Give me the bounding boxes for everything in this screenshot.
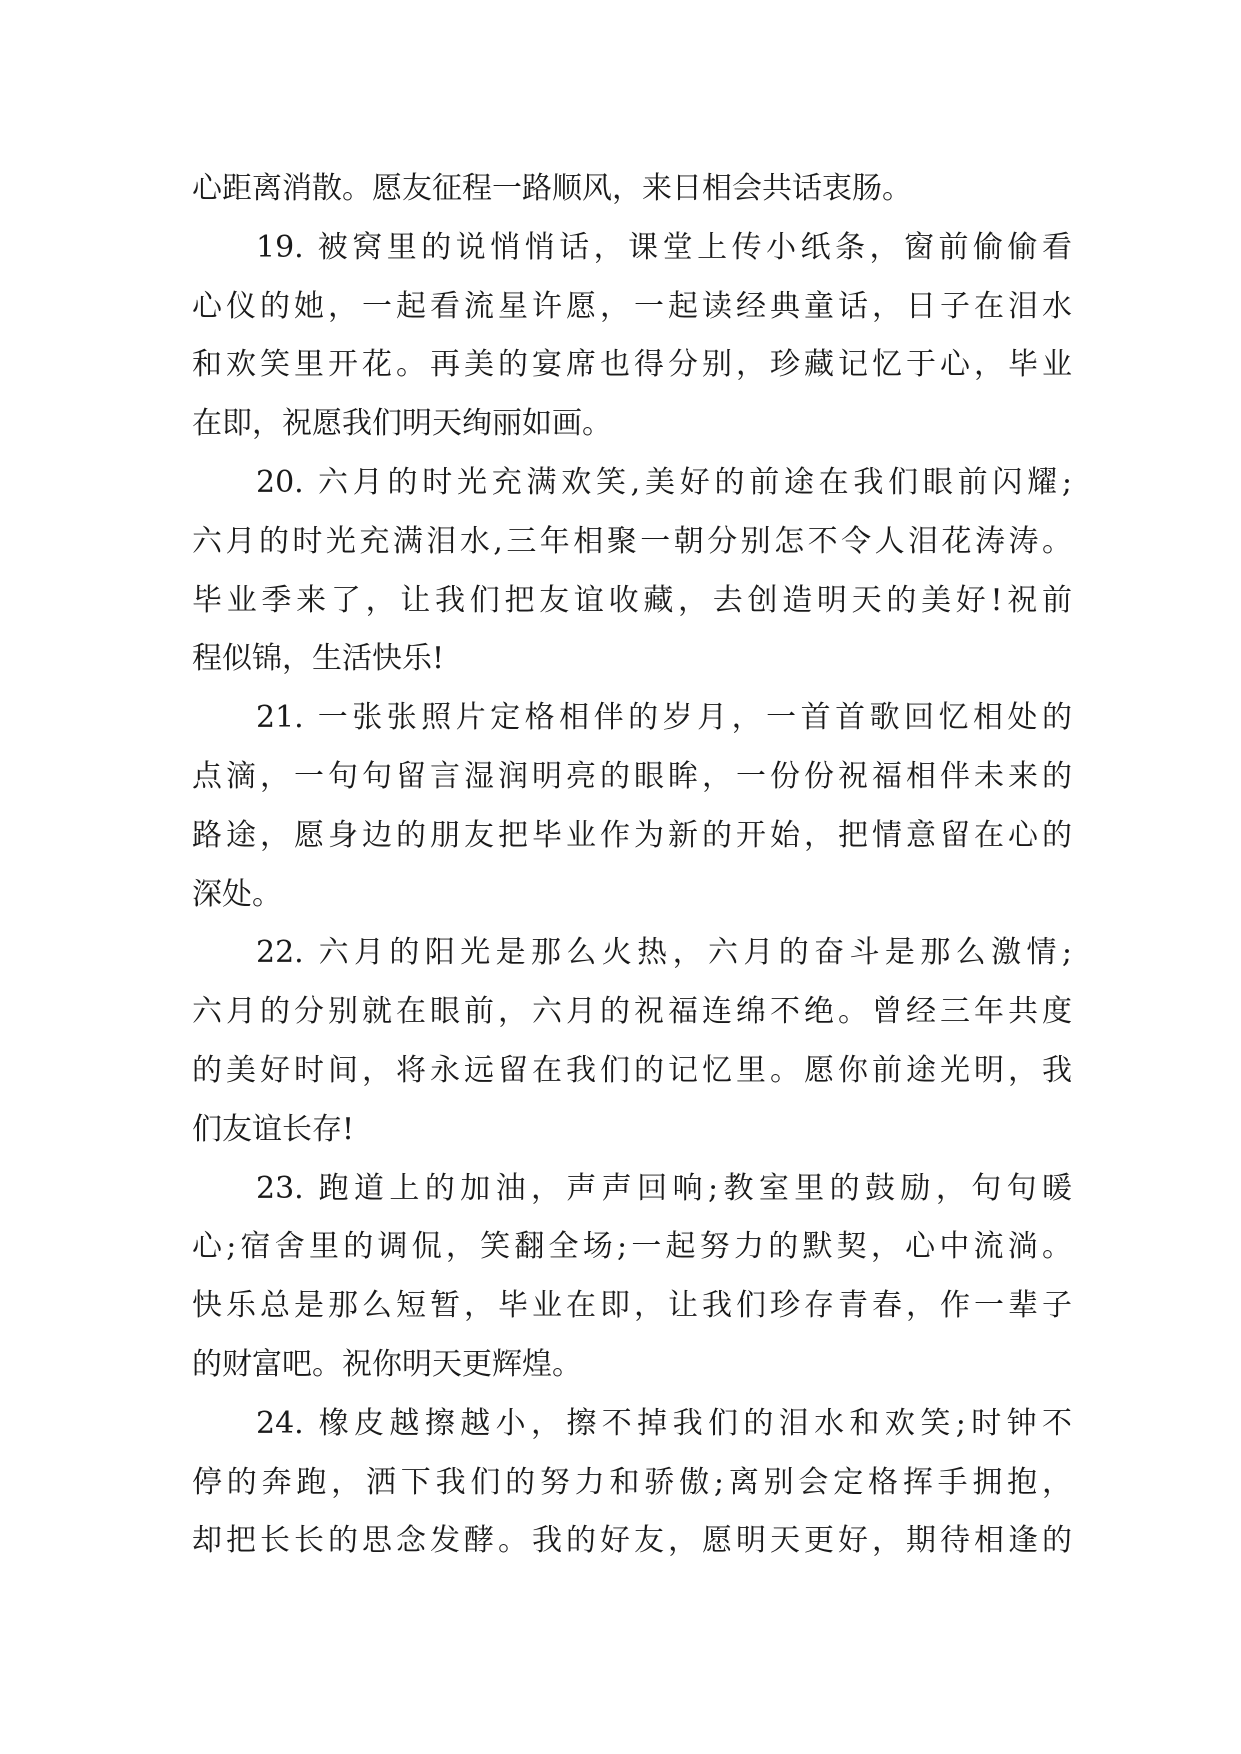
text-line: 深处。	[192, 876, 282, 912]
paragraph-19	[192, 219, 1072, 454]
text-line: 的美好时间，将永远留在我们的记忆里。愿你前途光明，我	[192, 1052, 1072, 1088]
paragraph-20	[192, 454, 1072, 689]
text-line: 六月的时光充满泪水,三年相聚一朝分别怎不令人泪花涛涛。	[192, 523, 1072, 559]
text-line: 21. 一张张照片定格相伴的岁月，一首首歌回忆相处的	[256, 700, 1072, 736]
paragraph-21	[192, 689, 1072, 924]
text-line: 19. 被窝里的说悄悄话，课堂上传小纸条，窗前偷偷看	[256, 229, 1072, 265]
text-line: 和欢笑里开花。再美的宴席也得分别，珍藏记忆于心，毕业	[192, 347, 1072, 383]
text-line: 心;宿舍里的调侃，笑翻全场;一起努力的默契，心中流淌。	[192, 1229, 1072, 1265]
text-line: 却把长长的思念发酵。我的好友，愿明天更好，期待相逢的	[192, 1523, 1072, 1559]
text-line: 路途，愿身边的朋友把毕业作为新的开始，把情意留在心的	[192, 817, 1072, 853]
paragraph-continuation	[192, 160, 1072, 219]
text-line: 心仪的她，一起看流星许愿，一起读经典童话，日子在泪水	[192, 288, 1072, 324]
text-line: 在即，祝愿我们明天绚丽如画。	[192, 406, 612, 442]
text-line: 快乐总是那么短暂，毕业在即，让我们珍存青春，作一辈子	[192, 1288, 1072, 1324]
text-line: 毕业季来了，让我们把友谊收藏，去创造明天的美好!祝前	[192, 582, 1072, 618]
text-line: 23. 跑道上的加油，声声回响;教室里的鼓励，句句暖	[256, 1170, 1072, 1206]
text-line: 24. 橡皮越擦越小，擦不掉我们的泪水和欢笑;时钟不	[256, 1405, 1072, 1441]
text-line: 22. 六月的阳光是那么火热，六月的奋斗是那么激情;	[256, 935, 1072, 971]
text-line: 点滴，一句句留言湿润明亮的眼眸，一份份祝福相伴未来的	[192, 758, 1072, 794]
document-body	[192, 160, 1072, 1571]
text-line: 程似锦，生活快乐!	[192, 641, 445, 677]
paragraph-24	[192, 1395, 1072, 1571]
text-line: 的财富吧。祝你明天更辉煌。	[192, 1346, 582, 1382]
text-line: 们友谊长存!	[192, 1111, 355, 1147]
paragraph-22	[192, 924, 1072, 1159]
text-line: 20. 六月的时光充满欢笑,美好的前途在我们眼前闪耀;	[256, 464, 1072, 500]
text-line: 停的奔跑，洒下我们的努力和骄傲;离别会定格挥手拥抱，	[192, 1464, 1072, 1500]
text-line: 心距离消散。愿友征程一路顺风，来日相会共话衷肠。	[192, 171, 912, 206]
paragraph-23	[192, 1160, 1072, 1395]
text-line: 六月的分别就在眼前，六月的祝福连绵不绝。曾经三年共度	[192, 994, 1072, 1030]
